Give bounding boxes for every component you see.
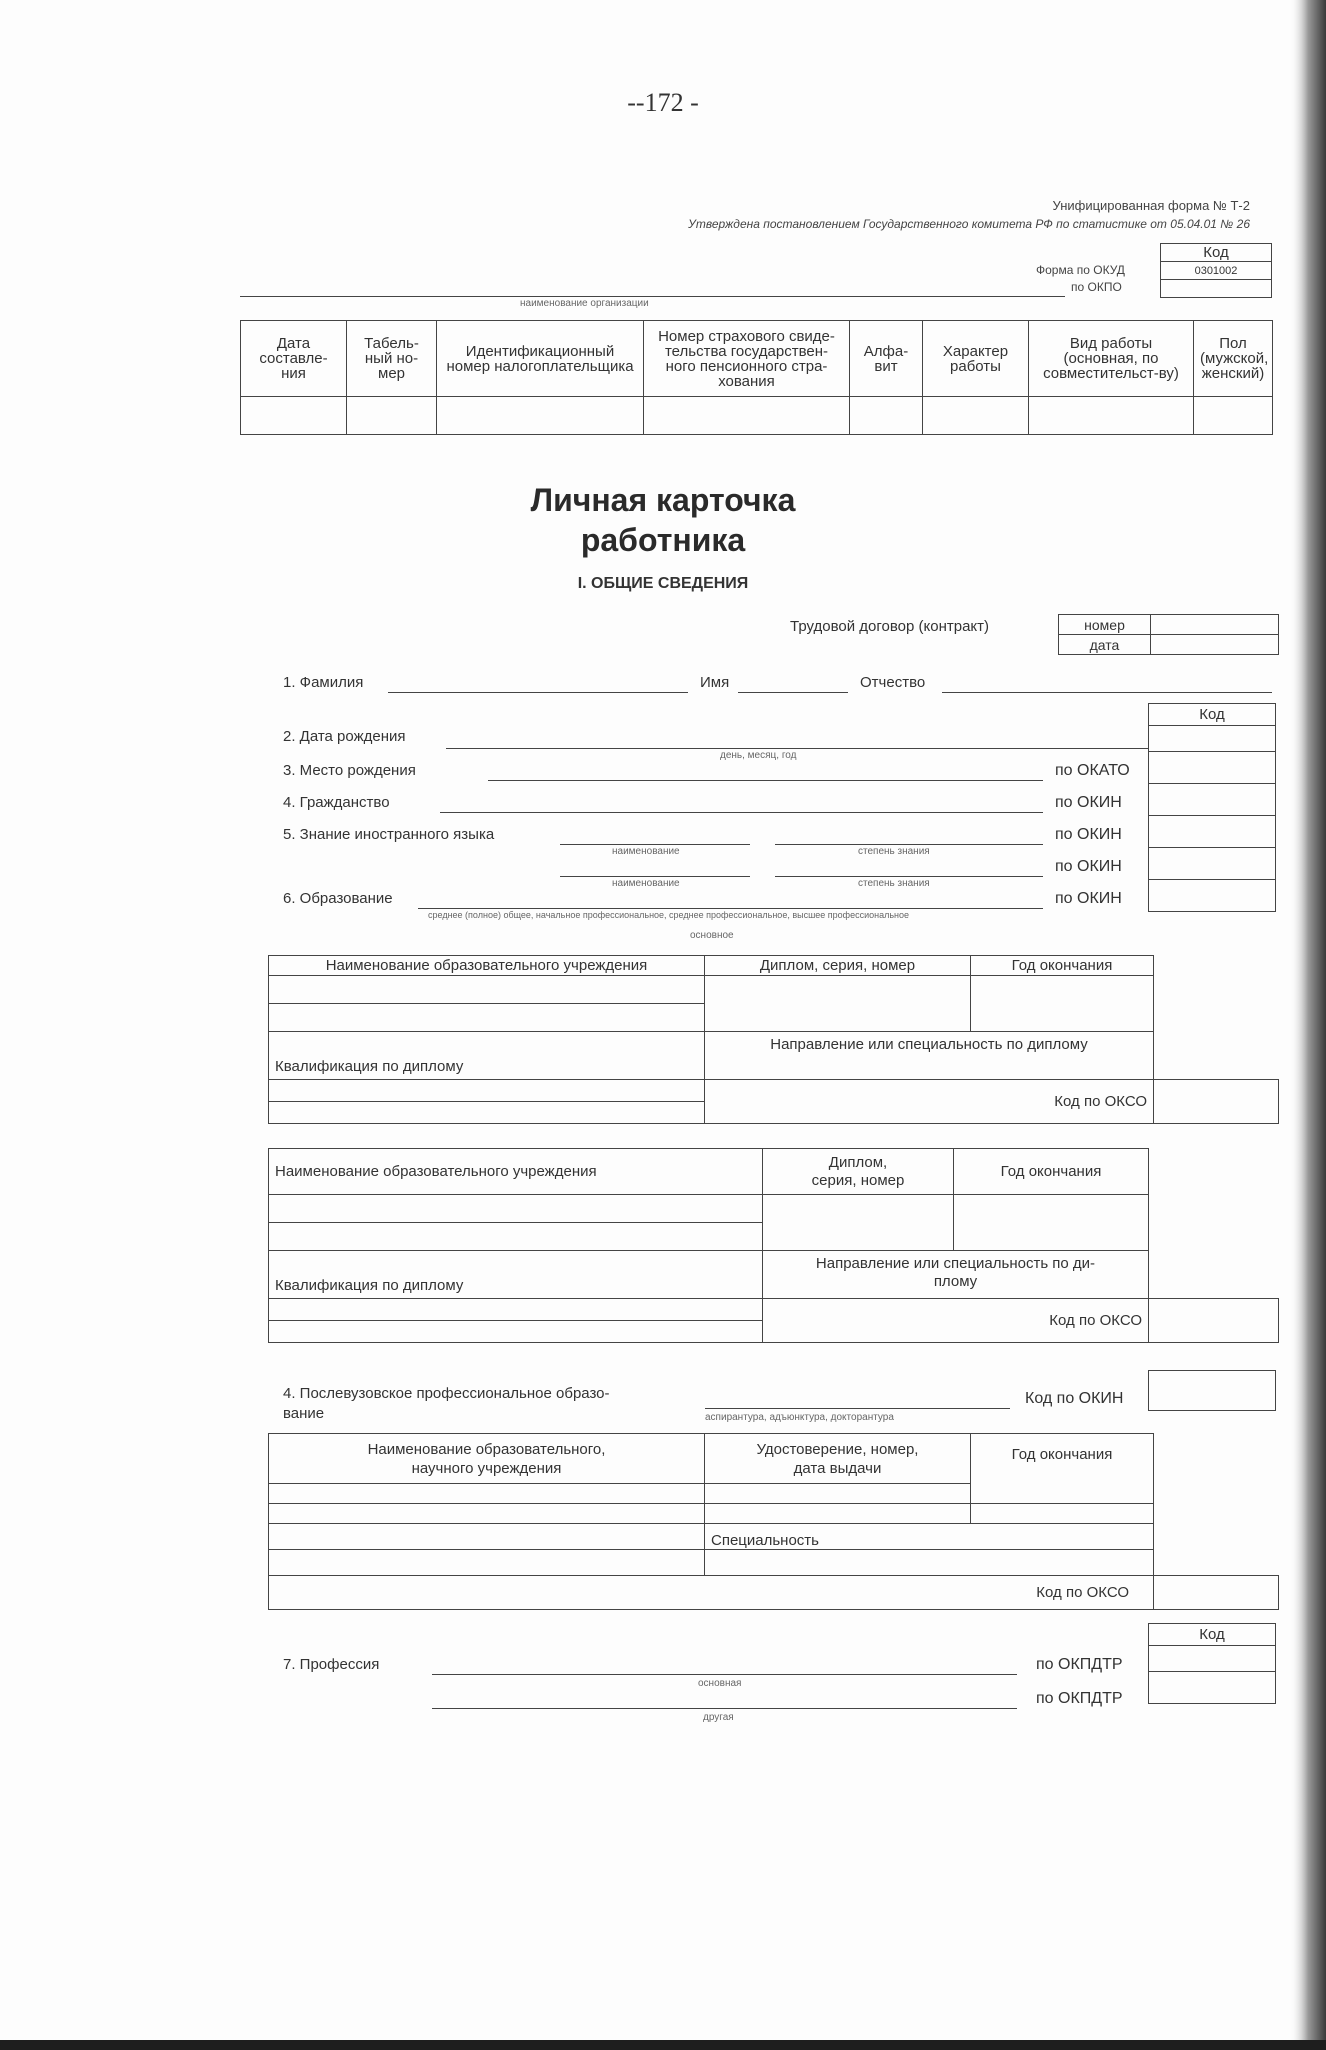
postgrad-row3	[269, 1524, 705, 1550]
okpo-label: по ОКПО	[1071, 280, 1122, 294]
col-date: Дата составле-ния	[241, 321, 347, 397]
document-title-line1: Личная карточка	[530, 482, 796, 518]
birthdate-line	[446, 748, 1148, 749]
okud-value: 0301002	[1161, 262, 1272, 280]
edu2-institution-row1	[269, 1195, 763, 1223]
profession-other-code-cell	[1149, 1672, 1276, 1704]
surname-label: 1. Фамилия	[283, 674, 364, 691]
language-level-line-2	[775, 876, 1043, 877]
language-caption-name-2: наименование	[612, 878, 680, 889]
col-tab-number: Табель-ный но-мер	[347, 321, 437, 397]
col-pension-number: Номер страхового свиде-тельства государствен-ного пенсионного стра-хования	[644, 321, 850, 397]
edu1-okso-cell	[1154, 1080, 1279, 1124]
unified-form-label: Унифицированная форма № Т-2	[1052, 198, 1250, 213]
citizenship-label: 4. Гражданство	[283, 794, 390, 811]
language-caption-name-1: наименование	[612, 846, 680, 857]
birthdate-caption: день, месяц, год	[720, 750, 797, 761]
edu1-qualification-label: Квалификация по диплому	[269, 1032, 705, 1080]
education-line	[418, 908, 1043, 909]
edu2-specialty-line2: плому	[933, 1273, 978, 1290]
edu1-okso-label: Код по ОКСО	[705, 1080, 1154, 1124]
postgrad-okso-label: Код по ОКСО	[269, 1576, 1154, 1610]
postgrad-institution-header	[269, 1434, 705, 1484]
cell-tab-number	[347, 397, 437, 435]
citizenship-code-cell	[1149, 784, 1276, 816]
page-number: --172 -	[627, 88, 699, 117]
birthplace-label: 3. Место рождения	[283, 762, 416, 779]
postgrad-year-cell	[971, 1504, 1154, 1524]
cell-alphabet	[850, 397, 923, 435]
birthdate-label: 2. Дата рождения	[283, 728, 406, 745]
edu2-diploma-cell	[763, 1195, 954, 1251]
language2-code-cell	[1149, 848, 1276, 880]
col-inn: Идентификационный номер налогоплательщика	[437, 321, 644, 397]
postgrad-certificate-line1: Удостоверение, номер,	[756, 1440, 919, 1458]
profession-main-code-cell	[1149, 1646, 1276, 1672]
okato-label: по ОКАТО	[1055, 762, 1130, 779]
okin-label-3: по ОКИН	[1055, 858, 1122, 875]
postgrad-certificate-header	[705, 1434, 971, 1484]
postgrad-row4	[269, 1550, 705, 1576]
edu2-qualification-row2	[269, 1321, 763, 1343]
okud-code-box	[1160, 243, 1272, 298]
postgrad-certificate-line2: дата выдачи	[793, 1459, 882, 1477]
col-work-nature: Характер работы	[923, 321, 1029, 397]
postgrad-table	[268, 1433, 1279, 1610]
name-line	[738, 692, 848, 693]
birthplace-line	[488, 780, 1043, 781]
contract-date-label: дата	[1059, 635, 1151, 655]
edu2-qualification-label: Квалификация по диплому	[269, 1251, 763, 1299]
postgrad-label-1: 4. Послевузовское профессиональное образо-	[283, 1385, 610, 1402]
contract-number-label: номер	[1059, 615, 1151, 635]
edu2-diploma-header	[763, 1149, 954, 1195]
education-code-cell	[1149, 880, 1276, 912]
cell-pension-number	[644, 397, 850, 435]
language-caption-level-2: степень знания	[858, 878, 930, 889]
name-label: Имя	[700, 674, 730, 691]
postgrad-okin-label: Код по ОКИН	[1025, 1390, 1124, 1407]
edu1-institution-row1	[269, 976, 705, 1004]
postgrad-okso-cell	[1154, 1576, 1279, 1610]
profession-other-caption: другая	[703, 1712, 734, 1723]
edu2-okso-label: Код по ОКСО	[763, 1299, 1149, 1343]
contract-label: Трудовой договор (контракт)	[790, 618, 990, 635]
postgrad-certificate-cell-2	[705, 1504, 971, 1524]
language-name-line-2	[560, 876, 750, 877]
section-heading: I. ОБЩИЕ СВЕДЕНИЯ	[577, 575, 749, 592]
edu1-diploma-header: Диплом, серия, номер	[705, 956, 971, 976]
postgrad-row2	[269, 1504, 705, 1524]
postgrad-okin-box	[1148, 1370, 1276, 1411]
edu2-institution-row2	[269, 1223, 763, 1251]
language-name-line-1	[560, 844, 750, 845]
postgrad-institution-line1: Наименование образовательного,	[367, 1440, 606, 1458]
language-caption-level-1: степень знания	[858, 846, 930, 857]
surname-line	[388, 692, 688, 693]
edu1-specialty-label: Направление или специальность по диплому	[705, 1032, 1154, 1080]
personal-code-header: Код	[1149, 704, 1276, 726]
profession-other-line	[432, 1708, 1017, 1709]
cell-sex	[1194, 397, 1273, 435]
cell-work-nature	[923, 397, 1029, 435]
col-alphabet: Алфа-вит	[850, 321, 923, 397]
okpdtr-label-2: по ОКПДТР	[1036, 1690, 1123, 1707]
col-sex: Пол (мужской, женский)	[1194, 321, 1273, 397]
contract-box	[1058, 614, 1279, 655]
approval-note: Утверждена постановлением Государственного комитета РФ по статистике от 05.04.01 № 26	[688, 217, 1250, 231]
edu1-qualification-row1	[269, 1080, 705, 1102]
top-data-table	[240, 320, 1273, 435]
cell-date	[241, 397, 347, 435]
profession-main-line	[432, 1674, 1017, 1675]
profession-label: 7. Профессия	[283, 1656, 380, 1673]
okpdtr-label-1: по ОКПДТР	[1036, 1656, 1123, 1673]
okpo-value	[1161, 280, 1272, 298]
edu2-year-cell	[954, 1195, 1149, 1251]
postgrad-year-header: Год окончания	[971, 1434, 1154, 1504]
postgrad-row1	[269, 1484, 705, 1504]
education-label: 6. Образование	[283, 890, 393, 907]
education-caption-1: среднее (полное) общее, начальное профессиональное, среднее профессиональное, высшее профессиональное	[428, 910, 910, 920]
postgrad-certificate-cell	[705, 1484, 971, 1504]
okud-label: Форма по ОКУД	[1036, 263, 1125, 277]
postgrad-specialty-label: Специальность	[705, 1524, 1154, 1550]
edu1-institution-row2	[269, 1004, 705, 1032]
postgrad-label-2: вание	[283, 1405, 325, 1422]
education-table-1	[268, 955, 1279, 1124]
postgrad-line	[705, 1408, 1010, 1409]
education-table-2	[268, 1148, 1279, 1343]
edu2-diploma-header-line1: Диплом,	[828, 1153, 888, 1171]
profession-code-column	[1148, 1623, 1276, 1704]
cell-inn	[437, 397, 644, 435]
okin-label-4: по ОКИН	[1055, 890, 1122, 907]
okin-label-1: по ОКИН	[1055, 794, 1122, 811]
okin-label-2: по ОКИН	[1055, 826, 1122, 843]
cell-work-type	[1029, 397, 1194, 435]
patronymic-line	[942, 692, 1272, 693]
language-label: 5. Знание иностранного языка	[283, 826, 495, 843]
birthdate-code-cell	[1149, 726, 1276, 752]
edu2-year-header: Год окончания	[954, 1149, 1149, 1195]
education-caption-2: основное	[690, 930, 734, 941]
profession-code-header: Код	[1149, 1624, 1276, 1646]
edu2-specialty-line1: Направление или специальность по ди-	[815, 1255, 1096, 1272]
okato-code-cell	[1149, 752, 1276, 784]
postgrad-institution-line2: научного учреждения	[411, 1459, 562, 1477]
edu2-okso-cell	[1149, 1299, 1279, 1343]
personal-code-column	[1148, 703, 1276, 912]
edu1-institution-header: Наименование образовательного учреждения	[269, 956, 705, 976]
col-work-type: Вид работы (основная, по совместительст-ву)	[1029, 321, 1194, 397]
edu2-institution-header: Наименование образовательного учреждения	[269, 1149, 763, 1195]
edu1-year-cell	[971, 976, 1154, 1032]
citizenship-line	[440, 812, 1043, 813]
edu1-year-header: Год окончания	[971, 956, 1154, 976]
postgrad-okin-cell	[1149, 1371, 1276, 1411]
postgrad-caption: аспирантура, адъюнктура, докторантура	[705, 1412, 894, 1423]
organization-line	[240, 296, 1065, 297]
edu2-specialty-label	[763, 1251, 1149, 1299]
edu1-diploma-cell	[705, 976, 971, 1032]
edu2-diploma-header-line2: серия, номер	[811, 1171, 905, 1189]
profession-main-caption: основная	[698, 1678, 742, 1689]
code-header: Код	[1161, 244, 1272, 262]
patronymic-label: Отчество	[860, 674, 926, 691]
document-title-line2: работника	[580, 522, 746, 558]
contract-number-value	[1151, 615, 1279, 635]
edu1-qualification-row2	[269, 1102, 705, 1124]
language-level-line-1	[775, 844, 1043, 845]
language1-code-cell	[1149, 816, 1276, 848]
postgrad-specialty-cell	[705, 1550, 1154, 1576]
organization-caption: наименование организации	[520, 298, 649, 309]
edu2-qualification-row1	[269, 1299, 763, 1321]
contract-date-value	[1151, 635, 1279, 655]
